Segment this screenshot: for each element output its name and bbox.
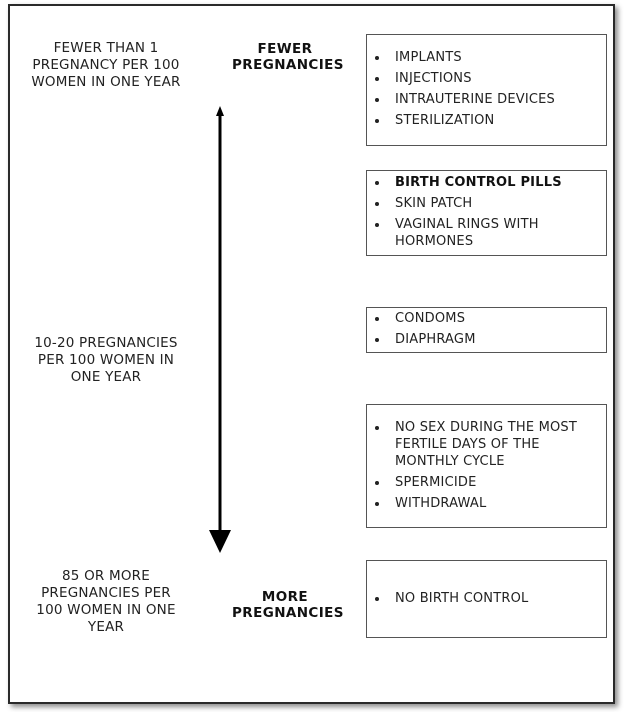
- label-line: PER 100 WOMEN IN: [37, 352, 175, 368]
- method-item: VAGINAL RINGS WITH HORMONES: [395, 216, 600, 250]
- fewer-pregnancies-label: [232, 41, 344, 73]
- label-fewer-than-1: [16, 40, 196, 91]
- label-line: PREGNANCIES PER: [41, 585, 171, 601]
- method-item: SPERMICIDE: [395, 474, 600, 491]
- diagram-frame: [8, 4, 615, 704]
- method-item: NO SEX DURING THE MOST FERTILE DAYS OF THE MONTHLY CYCLE: [395, 419, 600, 470]
- method-item: WITHDRAWAL: [395, 495, 600, 512]
- methods-box-most-effective: [366, 34, 607, 146]
- methods-box-less-effective: [366, 404, 607, 528]
- label-line: 10-20 PREGNANCIES: [34, 335, 178, 351]
- method-item: INTRAUTERINE DEVICES: [395, 91, 600, 108]
- method-item: INJECTIONS: [395, 70, 600, 87]
- methods-list: [367, 172, 606, 254]
- methods-list: [367, 417, 606, 516]
- methods-list: [367, 47, 606, 133]
- method-item: NO BIRTH CONTROL: [395, 590, 600, 607]
- label-10-20: [16, 335, 196, 386]
- label-85-or-more: [16, 568, 196, 636]
- label-line: PREGNANCIES: [232, 605, 344, 621]
- label-line: MORE: [261, 589, 309, 605]
- label-line: YEAR: [87, 619, 125, 635]
- more-pregnancies-label: [232, 589, 344, 621]
- method-item: STERILIZATION: [395, 112, 600, 129]
- method-item: SKIN PATCH: [395, 195, 600, 212]
- label-line: ONE YEAR: [70, 369, 142, 385]
- label-line: 100 WOMEN IN ONE: [36, 602, 176, 618]
- arrow-head-down: [209, 530, 231, 553]
- methods-box-none: [366, 560, 607, 638]
- method-item: BIRTH CONTROL PILLS: [395, 174, 600, 191]
- method-item: CONDOMS: [395, 310, 600, 327]
- methods-box-hormonal: [366, 170, 607, 256]
- methods-list: [367, 308, 606, 352]
- methods-list: [367, 588, 606, 611]
- method-item: DIAPHRAGM: [395, 331, 600, 348]
- label-line: FEWER THAN 1: [53, 40, 159, 56]
- label-line: PREGNANCIES: [232, 57, 344, 73]
- effectiveness-arrow-icon: [208, 106, 232, 556]
- label-line: PREGNANCY PER 100: [32, 57, 180, 73]
- arrow-head-up: [216, 106, 224, 116]
- label-line: WOMEN IN ONE YEAR: [31, 74, 181, 90]
- methods-box-barrier: [366, 307, 607, 353]
- label-line: FEWER: [257, 41, 313, 57]
- method-item: IMPLANTS: [395, 49, 600, 66]
- label-line: 85 OR MORE: [62, 568, 150, 584]
